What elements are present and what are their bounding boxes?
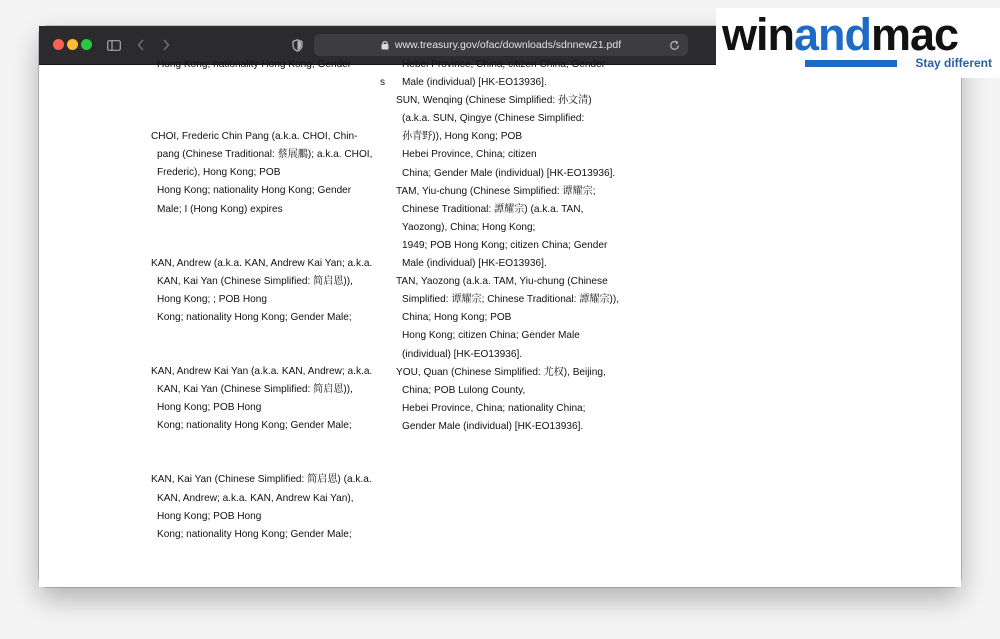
- pdf-line: Hong Kong; POB Hong: [157, 402, 262, 414]
- pdf-line: Hebei Province, China; citizen China; Gender: [402, 59, 606, 70]
- pdf-line: 孙青野)), Hong Kong; POB: [402, 131, 523, 143]
- pdf-line: Chinese Traditional: 譚耀宗) (a.k.a. TAN,: [402, 203, 584, 215]
- pdf-line: China; Gender Male (individual) [HK-EO13936].: [402, 167, 616, 179]
- pdf-line: s: [379, 77, 385, 89]
- pdf-line: Frederic), Hong Kong; POB: [157, 167, 281, 179]
- pdf-line: pang (Chinese Traditional: 蔡展鵬); a.k.a. CHOI,: [157, 149, 373, 161]
- address-bar[interactable]: [314, 34, 688, 56]
- pdf-line: Hong Kong; ; POB Hong: [157, 293, 267, 305]
- pdf-line: Hong Kong; citizen China; Gender Male: [402, 330, 580, 342]
- logo-part-and: and: [794, 9, 872, 60]
- pdf-line: Hong Kong; nationality Hong Kong; Gender: [157, 185, 352, 197]
- pdf-entry: [151, 471, 391, 543]
- pdf-entry: [151, 128, 391, 218]
- pdf-line: Male; I (Hong Kong) expires: [157, 203, 283, 215]
- pdf-entry: [151, 255, 391, 327]
- pdf-line: KAN, Andrew (a.k.a. KAN, Andrew Kai Yan; a.k.a.: [151, 257, 373, 269]
- minimize-icon[interactable]: [67, 39, 78, 50]
- shield-icon[interactable]: [286, 34, 308, 56]
- browser-window: [39, 26, 961, 587]
- logo-wordmark: [722, 9, 959, 60]
- forward-icon[interactable]: [155, 34, 177, 56]
- lock-icon: [381, 40, 389, 50]
- pdf-line: Simplified: 谭耀宗; Chinese Traditional: 譚耀宗)),: [402, 294, 620, 306]
- pdf-line: Kong; nationality Hong Kong; Gender Male;: [157, 420, 352, 432]
- pdf-line: China; Hong Kong; POB: [402, 312, 512, 324]
- pdf-line: Male (individual) [HK-EO13936].: [402, 77, 547, 89]
- pdf-line: KAN, Andrew; a.k.a. KAN, Andrew Kai Yan),: [157, 492, 354, 504]
- close-icon[interactable]: [53, 39, 64, 50]
- pdf-line: Kong; nationality Hong Kong; Gender Male;: [157, 311, 352, 323]
- pdf-line: Hong Kong; nationality Hong Kong; Gender: [157, 59, 352, 70]
- pdf-line: Male (individual) [HK-EO13936].: [402, 258, 547, 270]
- pdf-line: KAN, Kai Yan (Chinese Simplified: 简启恩) (a.k.a.: [151, 474, 372, 486]
- pdf-line: TAN, Yaozong (a.k.a. TAM, Yiu-chung (Chinese: [396, 276, 608, 288]
- pdf-line: Hebei Province, China; nationality China;: [402, 402, 586, 414]
- pdf-line: 1949; POB Hong Kong; citizen China; Gender: [402, 239, 608, 251]
- pdf-line: KAN, Kai Yan (Chinese Simplified: 简启恩)),: [157, 275, 353, 287]
- pdf-line: Hong Kong; POB Hong: [157, 510, 262, 522]
- logo-part-mac: mac: [871, 9, 959, 60]
- pdf-line: SUN, Wenqing (Chinese Simplified: 孙文清): [396, 95, 592, 107]
- sidebar-icon[interactable]: [103, 34, 125, 56]
- pdf-line: TAM, Yiu-chung (Chinese Simplified: 谭耀宗;: [396, 185, 596, 197]
- pdf-line: Gender Male (individual) [HK-EO13936].: [402, 420, 584, 432]
- pdf-line: Hebei Province, China; citizen: [402, 149, 537, 161]
- logo-part-win: win: [722, 9, 794, 60]
- pdf-line: KAN, Andrew Kai Yan (a.k.a. KAN, Andrew; a.k.a.: [151, 366, 373, 378]
- pdf-column-right: [396, 56, 646, 436]
- pdf-column-left: [151, 56, 391, 544]
- url-text: www.treasury.gov/ofac/downloads/sdnnew21.pdf: [394, 39, 622, 51]
- pdf-line: YOU, Quan (Chinese Simplified: 尤权), Beijing,: [396, 366, 606, 378]
- winandmac-logo: [716, 8, 1000, 78]
- back-icon[interactable]: [130, 34, 152, 56]
- pdf-line: KAN, Kai Yan (Chinese Simplified: 简启恩)),: [157, 384, 353, 396]
- pdf-entry: [151, 363, 391, 435]
- pdf-line: (individual) [HK-EO13936].: [402, 348, 523, 360]
- logo-underline: [805, 60, 897, 67]
- pdf-viewer[interactable]: [39, 59, 961, 587]
- logo-tagline: Stay different: [915, 56, 992, 70]
- pdf-line: China; POB Lulong County,: [402, 384, 526, 396]
- pdf-line: Kong; nationality Hong Kong; Gender Male;: [157, 528, 352, 540]
- zoom-icon[interactable]: [81, 39, 92, 50]
- pdf-line: (a.k.a. SUN, Qingye (Chinese Simplified:: [402, 113, 585, 125]
- pdf-line: Yaozong), China; Hong Kong;: [402, 221, 536, 233]
- pdf-line: CHOI, Frederic Chin Pang (a.k.a. CHOI, Chin-: [151, 131, 358, 143]
- reload-icon[interactable]: [666, 37, 682, 53]
